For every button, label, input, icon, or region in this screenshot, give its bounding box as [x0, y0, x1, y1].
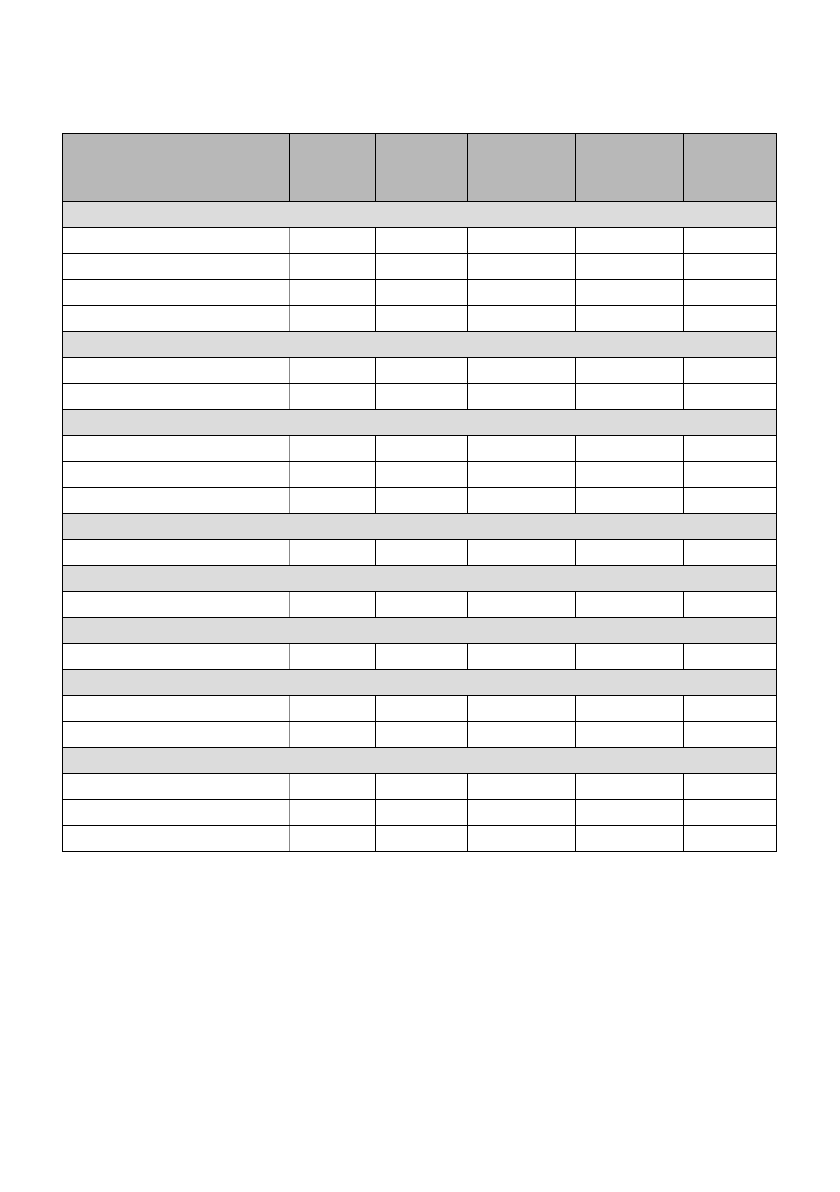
section-title [63, 514, 777, 540]
table-cell [684, 800, 777, 826]
table-cell [63, 280, 290, 306]
table-cell [290, 826, 376, 852]
section-row [63, 514, 777, 540]
table-cell [468, 358, 576, 384]
column-header [468, 134, 576, 202]
table-cell [63, 644, 290, 670]
table-cell [376, 488, 468, 514]
section-title [63, 670, 777, 696]
table-cell [290, 436, 376, 462]
table-cell [468, 800, 576, 826]
table-cell [290, 280, 376, 306]
table-cell [684, 488, 777, 514]
table-cell [290, 384, 376, 410]
table-row [63, 358, 777, 384]
table-row [63, 384, 777, 410]
section-row [63, 566, 777, 592]
column-header [684, 134, 777, 202]
column-header [376, 134, 468, 202]
table-cell [290, 722, 376, 748]
section-row [63, 332, 777, 358]
section-row [63, 202, 777, 228]
table-cell [468, 384, 576, 410]
table-cell [576, 696, 684, 722]
table-cell [376, 306, 468, 332]
table-row [63, 800, 777, 826]
table-row [63, 722, 777, 748]
table-cell [576, 306, 684, 332]
table-cell [290, 644, 376, 670]
table-cell [468, 540, 576, 566]
table-cell [684, 774, 777, 800]
table-cell [63, 306, 290, 332]
section-row [63, 748, 777, 774]
table-row [63, 306, 777, 332]
table-cell [684, 722, 777, 748]
table-cell [290, 488, 376, 514]
table-cell [576, 722, 684, 748]
table-cell [376, 696, 468, 722]
table-cell [468, 774, 576, 800]
table-cell [376, 462, 468, 488]
table-cell [468, 488, 576, 514]
table-cell [290, 800, 376, 826]
section-title [63, 202, 777, 228]
column-header [63, 134, 290, 202]
section-row [63, 410, 777, 436]
table-cell [684, 826, 777, 852]
table-row [63, 540, 777, 566]
table-cell [376, 280, 468, 306]
table-cell [684, 644, 777, 670]
table-cell [468, 644, 576, 670]
table-row [63, 774, 777, 800]
table-cell [468, 306, 576, 332]
table-row [63, 696, 777, 722]
table-row [63, 280, 777, 306]
section-title [63, 410, 777, 436]
column-header [290, 134, 376, 202]
table-row [63, 436, 777, 462]
table-cell [468, 826, 576, 852]
table-cell [576, 384, 684, 410]
section-title [63, 332, 777, 358]
table-cell [576, 592, 684, 618]
table-cell [63, 696, 290, 722]
table-cell [468, 436, 576, 462]
table-cell [468, 722, 576, 748]
table-cell [576, 462, 684, 488]
table-cell [63, 384, 290, 410]
table-cell [376, 592, 468, 618]
table-row [63, 488, 777, 514]
table-row [63, 826, 777, 852]
table-cell [376, 228, 468, 254]
table-cell [376, 800, 468, 826]
table-cell [576, 436, 684, 462]
table-cell [63, 826, 290, 852]
section-row [63, 670, 777, 696]
table-header-row [63, 134, 777, 202]
table-cell [468, 462, 576, 488]
column-header [576, 134, 684, 202]
table-cell [684, 592, 777, 618]
table-cell [468, 254, 576, 280]
table-cell [684, 384, 777, 410]
table-cell [684, 228, 777, 254]
table-cell [468, 592, 576, 618]
table-cell [290, 540, 376, 566]
blank-table [62, 133, 777, 852]
table-cell [376, 436, 468, 462]
table-cell [290, 228, 376, 254]
table-cell [290, 696, 376, 722]
section-title [63, 566, 777, 592]
table-cell [468, 696, 576, 722]
table-cell [63, 436, 290, 462]
table-cell [376, 826, 468, 852]
table-cell [576, 826, 684, 852]
table-cell [376, 384, 468, 410]
table-cell [63, 462, 290, 488]
table-cell [576, 800, 684, 826]
table-row [63, 462, 777, 488]
table-cell [376, 254, 468, 280]
table-cell [684, 358, 777, 384]
table-row [63, 644, 777, 670]
table-row [63, 592, 777, 618]
table-body [63, 202, 777, 852]
table-cell [576, 228, 684, 254]
table-cell [684, 254, 777, 280]
table-cell [576, 540, 684, 566]
table-cell [576, 254, 684, 280]
table-cell [290, 462, 376, 488]
table-cell [63, 592, 290, 618]
table-cell [684, 696, 777, 722]
table-cell [290, 306, 376, 332]
table-cell [576, 774, 684, 800]
table-cell [684, 462, 777, 488]
table-cell [290, 254, 376, 280]
table-cell [63, 774, 290, 800]
table-cell [576, 280, 684, 306]
table-cell [684, 540, 777, 566]
table-cell [290, 358, 376, 384]
table-cell [684, 306, 777, 332]
table-cell [376, 722, 468, 748]
section-title [63, 748, 777, 774]
table-cell [376, 540, 468, 566]
table-cell [376, 358, 468, 384]
table-cell [376, 774, 468, 800]
table-cell [576, 644, 684, 670]
table-cell [63, 800, 290, 826]
table-cell [468, 228, 576, 254]
table-cell [576, 358, 684, 384]
table-cell [63, 254, 290, 280]
table-cell [684, 436, 777, 462]
table-cell [63, 358, 290, 384]
table-cell [376, 644, 468, 670]
table-cell [63, 228, 290, 254]
section-row [63, 618, 777, 644]
table-cell [576, 488, 684, 514]
table-cell [684, 280, 777, 306]
table-cell [63, 722, 290, 748]
table-row [63, 254, 777, 280]
table-cell [468, 280, 576, 306]
table-cell [63, 540, 290, 566]
section-title [63, 618, 777, 644]
table-cell [63, 488, 290, 514]
table-row [63, 228, 777, 254]
table-cell [290, 592, 376, 618]
table-cell [290, 774, 376, 800]
